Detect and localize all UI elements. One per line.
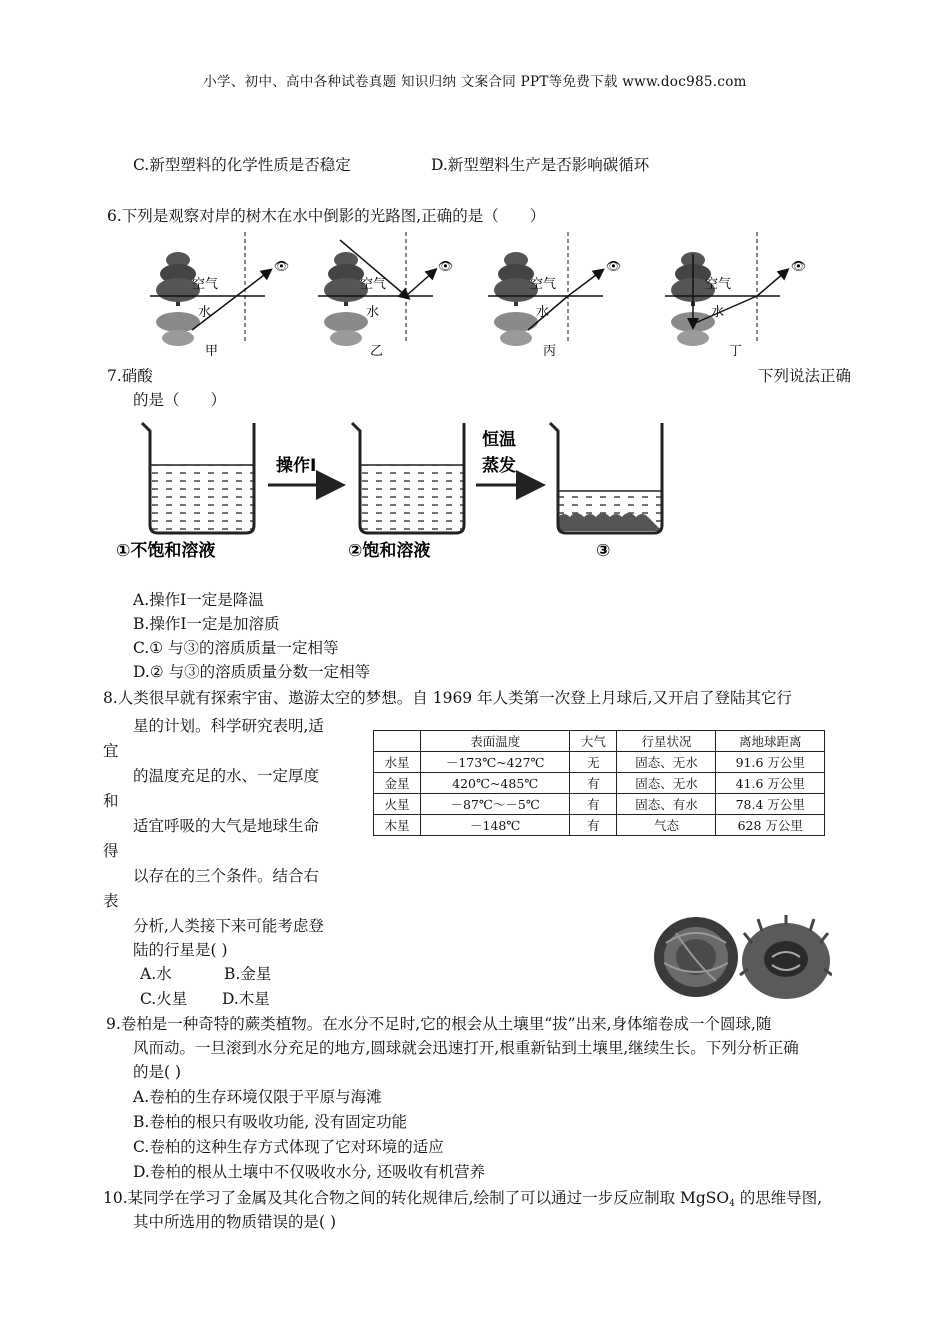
q8-left-line: 的温度充足的水、一定厚度 (133, 767, 320, 785)
q8-option-b: B.金星 (224, 965, 272, 983)
q8-left-line: 和 (103, 792, 119, 810)
q9-stem-line2: 风而动。一旦滚到水分充足的地方,圆球就会迅速打开,根重新钻到土壤里,继续生长。下列分析正确 (133, 1039, 799, 1057)
table-cell: 固态、有水 (617, 794, 716, 815)
table-cell: 火星 (374, 794, 421, 815)
table-row (374, 773, 825, 794)
table-cell: 41.6 万公里 (716, 773, 825, 794)
q8-left-line: 宜 (103, 742, 119, 760)
table-header: 表面温度 (421, 731, 570, 752)
table-cell: －148℃ (421, 815, 570, 836)
table-cell: －173℃~427℃ (421, 752, 570, 773)
q8-option-a: A.水 (140, 965, 172, 983)
q6-stem: 6.下列是观察对岸的树木在水中倒影的光路图,正确的是（ ） (107, 207, 546, 225)
table-header-row (374, 731, 825, 752)
q6-air-label: 空气 (192, 277, 219, 292)
q9-stem-line3: 的是( ) (133, 1063, 182, 1081)
svg-text:👁: 👁 (274, 259, 290, 273)
table-cell: 78.4 万公里 (716, 794, 825, 815)
beaker-3 (550, 423, 662, 533)
table-cell: 气态 (617, 815, 716, 836)
q6-panel-yi (318, 232, 453, 359)
table-header (374, 731, 421, 752)
q6-panel-jia (150, 232, 289, 359)
q6-label-yi: 乙 (370, 344, 384, 359)
q6-label-jia: 甲 (205, 344, 219, 359)
q7-stem-start: 7.硝酸 (107, 367, 153, 385)
q7-option-b: B.操作Ⅰ一定是加溶质 (133, 615, 280, 633)
q9-option-d: D.卷柏的根从土壤中不仅吸收水分, 还吸收有机营养 (133, 1163, 486, 1181)
svg-text:空气: 空气 (360, 277, 387, 292)
q8-option-d: D.木星 (222, 990, 270, 1008)
q8-left-line: 陆的行星是( ) (133, 941, 228, 959)
table-cell: 有 (570, 773, 617, 794)
q7-stem-end: 下列说法正确 (758, 367, 852, 385)
table-cell: 固态、无水 (617, 773, 716, 794)
table-cell: 有 (570, 815, 617, 836)
q8-option-c: C.火星 (140, 990, 188, 1008)
table-cell: 91.6 万公里 (716, 752, 825, 773)
q6-panel-ding (665, 232, 806, 359)
table-cell: 420℃~485℃ (421, 773, 570, 794)
svg-text:空气: 空气 (530, 277, 557, 292)
table-cell: 固态、无水 (617, 752, 716, 773)
svg-text:水: 水 (711, 305, 725, 320)
q8-stem-line1: 8.人类很早就有探索宇宙、遨游太空的梦想。自 1969 年人类第一次登上月球后,又开启了登陆其它行 (103, 689, 793, 707)
arrow-1-label: 操作Ⅰ (276, 456, 317, 476)
table-cell: 有 (570, 794, 617, 815)
table-cell: 水星 (374, 752, 421, 773)
q9-option-c: C.卷柏的这种生存方式体现了它对环境的适应 (133, 1138, 444, 1156)
q8-left-line: 分析,人类接下来可能考虑登 (133, 917, 324, 935)
svg-text:水: 水 (366, 305, 380, 320)
table-cell: 金星 (374, 773, 421, 794)
svg-text:水: 水 (536, 305, 550, 320)
planet-table (373, 730, 825, 836)
table-cell: 木星 (374, 815, 421, 836)
q5-option-c: C.新型塑料的化学性质是否稳定 (133, 156, 351, 174)
table-header: 大气 (570, 731, 617, 752)
beaker-2-label: ②饱和溶液 (348, 541, 431, 561)
table-header: 离地球距离 (716, 731, 825, 752)
q7-option-d: D.② 与③的溶质质量分数一定相等 (133, 663, 371, 681)
q6-label-bing: 丙 (543, 344, 557, 359)
table-cell: 628 万公里 (716, 815, 825, 836)
table-cell: －87℃～－5℃ (421, 794, 570, 815)
q5-option-d: D.新型塑料生产是否影响碳循环 (431, 156, 650, 174)
table-header: 行星状况 (617, 731, 716, 752)
table-row (374, 794, 825, 815)
beaker-1 (142, 423, 254, 533)
selaginella-photos (652, 913, 832, 1001)
svg-text:👁: 👁 (438, 259, 454, 273)
page-header: 小学、初中、高中各种试卷真题 知识归纳 文案合同 PPT等免费下载 www.doc985.com (203, 74, 747, 90)
q7-stem-line2: 的是（ ） (133, 391, 227, 409)
q10-stem-line2: 其中所选用的物质错误的是( ) (133, 1213, 337, 1231)
q9-stem-line1: 9.卷柏是一种奇特的蕨类植物。在水分不足时,它的根会从土壤里“拔”出来,身体缩卷成一个圆球,随 (106, 1015, 772, 1033)
q7-option-c: C.① 与③的溶质质量一定相等 (133, 639, 339, 657)
selaginella-curled-photo (654, 917, 738, 997)
table-row (374, 752, 825, 773)
q8-left-line: 以存在的三个条件。结合右 (133, 867, 320, 885)
q8-left-line: 表 (103, 892, 119, 910)
q6-label-ding: 丁 (729, 344, 743, 359)
q6-optics-diagrams (150, 232, 840, 362)
q8-left-line: 得 (103, 842, 119, 860)
q8-left-line: 适宜呼吸的大气是地球生命 (133, 817, 320, 835)
selaginella-open-photo (740, 915, 832, 999)
beaker-1-label: ①不饱和溶液 (116, 541, 216, 561)
q9-option-b: B.卷柏的根只有吸收功能, 没有固定功能 (133, 1113, 408, 1131)
svg-text:👁: 👁 (791, 259, 807, 273)
q7-option-a: A.操作Ⅰ一定是降温 (133, 591, 264, 609)
beaker-2 (352, 423, 464, 533)
arrow-2-label-line2: 蒸发 (482, 456, 516, 476)
svg-text:空气: 空气 (705, 277, 732, 292)
q7-beaker-diagram (108, 413, 668, 565)
q8-left-line: 星的计划。科学研究表明,适 (133, 717, 324, 735)
q10-stem-line1: 10.某同学在学习了金属及其化合物之间的转化规律后,绘制了可以通过一步反应制取 MgSO$_4$ 的思维导图, (103, 1189, 823, 1209)
q9-option-a: A.卷柏的生存环境仅限于平原与海滩 (133, 1088, 382, 1106)
q6-panel-bing (488, 232, 621, 359)
arrow-2-label-line1: 恒温 (482, 430, 516, 450)
q6-water-label: 水 (198, 305, 212, 320)
beaker-3-label: ③ (596, 541, 611, 561)
table-row (374, 815, 825, 836)
table-cell: 无 (570, 752, 617, 773)
svg-text:👁: 👁 (606, 259, 622, 273)
